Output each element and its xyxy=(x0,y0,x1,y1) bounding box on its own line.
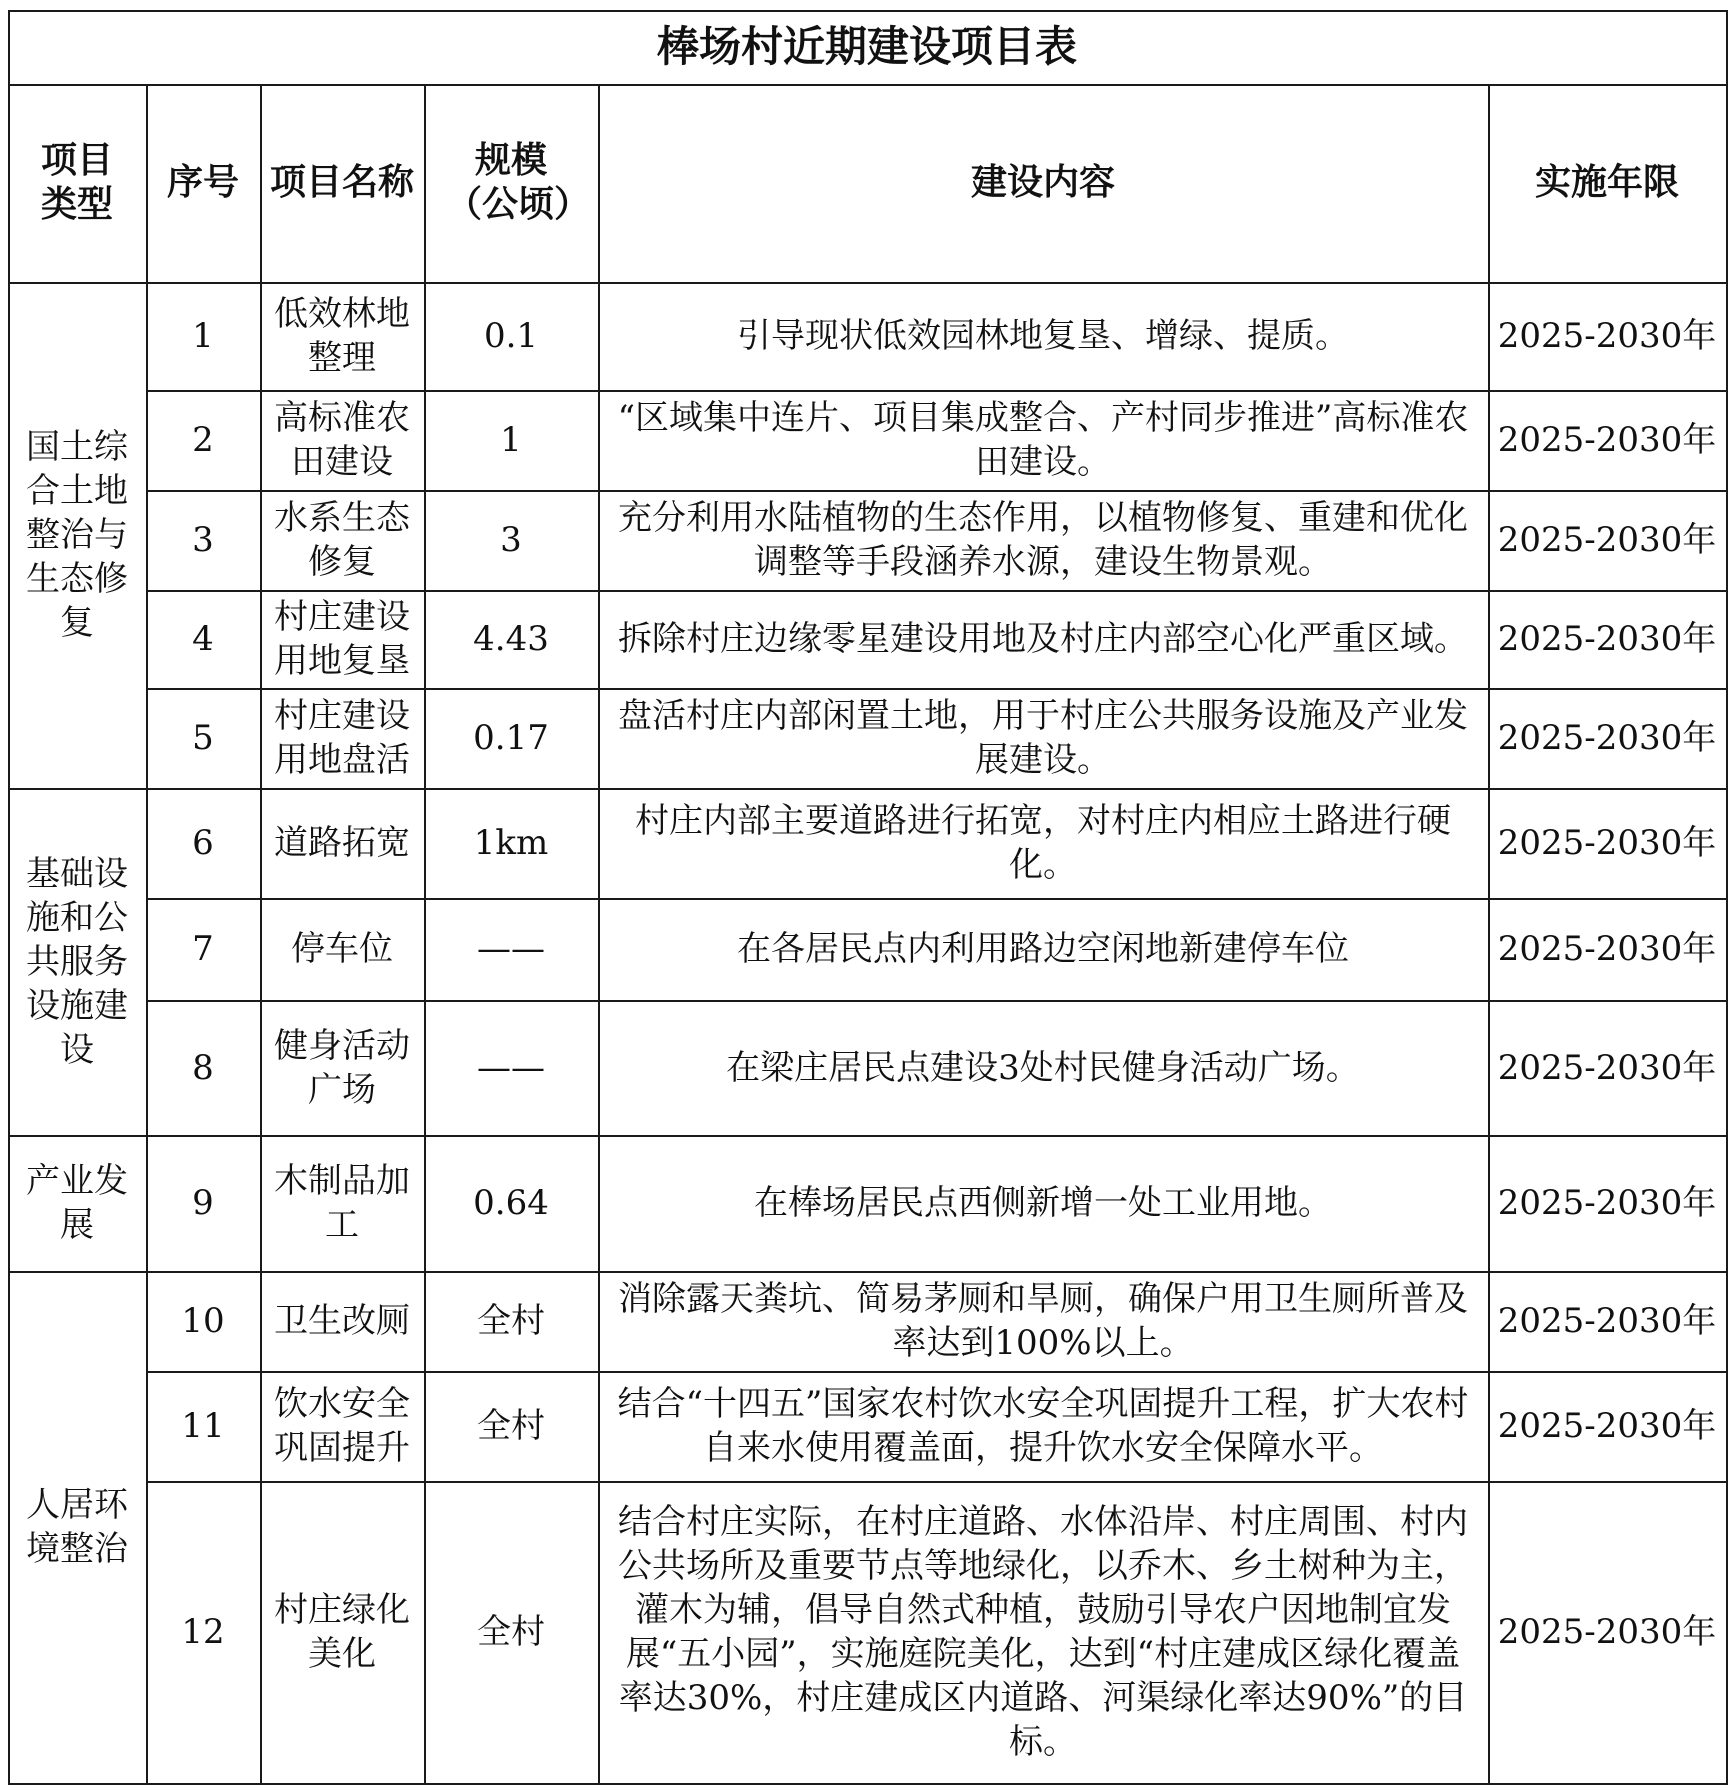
row-name-text: 低效林地整理 xyxy=(274,294,410,378)
page-title xyxy=(8,10,1726,84)
row-seq xyxy=(146,1481,260,1783)
row-content xyxy=(598,688,1488,788)
row-content xyxy=(598,1135,1488,1271)
row-content-text: 在各居民点内利用路边空闲地新建停车位 xyxy=(737,929,1349,969)
row-period-text: 2025-2030年 xyxy=(1497,316,1717,356)
row-scale-text: 全村 xyxy=(477,1406,545,1446)
row-scale-text: 1 xyxy=(500,420,522,460)
row-scale xyxy=(424,898,598,1000)
row-seq-text: 4 xyxy=(192,619,214,659)
row-name-text: 高标准农田建设 xyxy=(274,398,410,482)
row-scale-text: 0.1 xyxy=(483,316,539,356)
category-cell xyxy=(8,282,146,788)
row-name-text: 道路拓宽 xyxy=(274,823,410,863)
row-scale xyxy=(424,590,598,688)
row-divider xyxy=(146,490,1726,492)
row-scale xyxy=(424,1371,598,1481)
header-type-text: 项目类型 xyxy=(40,140,113,225)
row-period xyxy=(1488,788,1726,898)
row-seq-text: 9 xyxy=(192,1183,214,1223)
row-scale-text: —— xyxy=(477,929,545,969)
row-period xyxy=(1488,688,1726,788)
row-content-text: 在棒场居民点西侧新增一处工业用地。 xyxy=(754,1183,1332,1223)
row-seq-text: 6 xyxy=(192,823,214,863)
row-content xyxy=(598,1481,1488,1783)
row-scale xyxy=(424,390,598,490)
row-name-text: 水系生态修复 xyxy=(274,498,410,582)
row-content xyxy=(598,788,1488,898)
category-cell-text: 基础设施和公共服务设施建设 xyxy=(26,853,128,1070)
column-divider xyxy=(260,84,262,1783)
row-seq xyxy=(146,1271,260,1371)
row-divider xyxy=(146,1481,1726,1483)
row-seq xyxy=(146,1000,260,1135)
row-content xyxy=(598,1271,1488,1371)
row-content xyxy=(598,490,1488,590)
row-content-text: 结合“十四五”国家农村饮水安全巩固提升工程，扩大农村自来水使用覆盖面，提升饮水安全保障水平。 xyxy=(617,1384,1469,1468)
row-content xyxy=(598,898,1488,1000)
row-name xyxy=(260,688,424,788)
row-scale xyxy=(424,1000,598,1135)
row-period xyxy=(1488,490,1726,590)
row-seq xyxy=(146,788,260,898)
column-divider xyxy=(146,84,148,1783)
row-content-text: 消除露天粪坑、简易茅厕和旱厕，确保户用卫生厕所普及率达到100%以上。 xyxy=(618,1279,1468,1363)
row-seq-text: 10 xyxy=(181,1301,225,1341)
row-content-text: 村庄内部主要道路进行拓宽，对村庄内相应土路进行硬化。 xyxy=(635,801,1451,885)
row-scale xyxy=(424,788,598,898)
header-name-text: 项目名称 xyxy=(269,162,414,203)
row-content xyxy=(598,1000,1488,1135)
row-content-text: “区域集中连片、项目集成整合、产村同步推进”高标准农田建设。 xyxy=(617,398,1469,482)
header-period-text: 实施年限 xyxy=(1534,162,1679,203)
row-seq xyxy=(146,1135,260,1271)
table-border-left xyxy=(8,10,10,1783)
page-title-text: 棒场村近期建设项目表 xyxy=(656,22,1077,71)
row-seq xyxy=(146,590,260,688)
category-divider xyxy=(8,1135,1726,1137)
row-period-text: 2025-2030年 xyxy=(1497,929,1717,969)
header-content xyxy=(598,84,1488,282)
category-cell xyxy=(8,788,146,1135)
row-scale-text: 3 xyxy=(500,520,522,560)
row-name xyxy=(260,390,424,490)
row-content xyxy=(598,590,1488,688)
column-divider xyxy=(1488,84,1490,1783)
row-period-text: 2025-2030年 xyxy=(1497,420,1717,460)
category-divider xyxy=(8,788,1726,790)
row-period xyxy=(1488,390,1726,490)
row-name-text: 村庄建设用地盘活 xyxy=(274,696,410,780)
header-seq xyxy=(146,84,260,282)
row-content-text: 在梁庄居民点建设3处村民健身活动广场。 xyxy=(726,1047,1360,1088)
column-divider xyxy=(598,84,600,1783)
row-period-text: 2025-2030年 xyxy=(1497,1612,1717,1652)
row-period-text: 2025-2030年 xyxy=(1497,718,1717,758)
row-content-text: 充分利用水陆植物的生态作用，以植物修复、重建和优化调整等手段涵养水源，建设生物景观。 xyxy=(618,498,1468,582)
category-divider xyxy=(8,1271,1726,1273)
row-scale-text: 0.17 xyxy=(473,718,549,758)
row-period-text: 2025-2030年 xyxy=(1497,1301,1717,1341)
row-name-text: 停车位 xyxy=(291,929,393,969)
header-scale-text: 规模（公顷） xyxy=(446,140,591,225)
category-cell xyxy=(8,1271,146,1783)
row-scale-text: 4.43 xyxy=(473,619,549,659)
row-name-text: 木制品加工 xyxy=(274,1161,410,1245)
row-period xyxy=(1488,1371,1726,1481)
row-period xyxy=(1488,590,1726,688)
row-scale xyxy=(424,1481,598,1783)
row-divider xyxy=(146,1000,1726,1002)
row-seq xyxy=(146,688,260,788)
row-name-text: 卫生改厕 xyxy=(274,1301,410,1341)
row-content-text: 盘活村庄内部闲置土地，用于村庄公共服务设施及产业发展建设。 xyxy=(618,696,1468,780)
row-divider xyxy=(146,390,1726,392)
row-divider xyxy=(146,1371,1726,1373)
row-scale-text: —— xyxy=(477,1047,545,1088)
header-seq-text: 序号 xyxy=(166,162,239,203)
row-name xyxy=(260,1135,424,1271)
row-name xyxy=(260,1371,424,1481)
row-period-text: 2025-2030年 xyxy=(1497,1183,1717,1223)
row-period-text: 2025-2030年 xyxy=(1497,1406,1717,1446)
category-cell-text: 产业发展 xyxy=(26,1161,128,1245)
table-border-right xyxy=(1726,10,1728,1783)
row-seq-text: 8 xyxy=(192,1047,214,1088)
row-name-text: 饮水安全巩固提升 xyxy=(274,1384,410,1468)
row-scale xyxy=(424,1271,598,1371)
row-content xyxy=(598,1371,1488,1481)
category-cell-text: 人居环境整治 xyxy=(26,1485,128,1569)
row-name xyxy=(260,1000,424,1135)
row-name xyxy=(260,1481,424,1783)
row-period-text: 2025-2030年 xyxy=(1497,619,1717,659)
row-seq xyxy=(146,1371,260,1481)
category-cell-text: 国土综合土地整治与生态修复 xyxy=(26,427,128,643)
row-name xyxy=(260,898,424,1000)
header-scale xyxy=(424,84,598,282)
header-divider xyxy=(8,282,1726,284)
row-seq-text: 1 xyxy=(192,316,214,356)
row-period xyxy=(1488,1000,1726,1135)
row-period xyxy=(1488,1135,1726,1271)
row-seq-text: 2 xyxy=(192,420,214,460)
row-scale-text: 1km xyxy=(473,823,549,863)
row-divider xyxy=(146,688,1726,690)
row-scale-text: 全村 xyxy=(477,1301,545,1341)
row-name xyxy=(260,1271,424,1371)
row-name-text: 村庄绿化美化 xyxy=(274,1590,410,1674)
row-content xyxy=(598,390,1488,490)
row-seq-text: 12 xyxy=(181,1612,225,1652)
row-content xyxy=(598,282,1488,390)
row-name xyxy=(260,282,424,390)
row-scale-text: 全村 xyxy=(477,1612,545,1652)
row-name-text: 村庄建设用地复垦 xyxy=(274,597,410,681)
row-period-text: 2025-2030年 xyxy=(1497,823,1717,863)
row-seq-text: 3 xyxy=(192,520,214,560)
row-period xyxy=(1488,282,1726,390)
row-divider xyxy=(146,590,1726,592)
row-seq xyxy=(146,282,260,390)
row-seq xyxy=(146,390,260,490)
row-name xyxy=(260,788,424,898)
row-scale xyxy=(424,1135,598,1271)
category-cell xyxy=(8,1135,146,1271)
table-border-bottom xyxy=(8,1783,1728,1785)
row-period xyxy=(1488,1271,1726,1371)
row-content-text: 拆除村庄边缘零星建设用地及村庄内部空心化严重区域。 xyxy=(618,619,1468,659)
row-seq xyxy=(146,898,260,1000)
header-type xyxy=(8,84,146,282)
row-content-text: 引导现状低效园林地复垦、增绿、提质。 xyxy=(737,316,1349,356)
title-divider xyxy=(8,84,1726,86)
row-period xyxy=(1488,1481,1726,1783)
row-name xyxy=(260,490,424,590)
row-seq-text: 7 xyxy=(192,929,214,969)
row-divider xyxy=(146,898,1726,900)
header-name xyxy=(260,84,424,282)
row-seq-text: 5 xyxy=(192,718,214,758)
row-content-text: 结合村庄实际，在村庄道路、水体沿岸、村庄周围、村内公共场所及重要节点等地绿化，以乔木、乡土树种为主，灌木为辅，倡导自然式种植，鼓励引导农户因地制宜发展“五小园”，实施庭院美化，达到“村庄建成区绿化覆盖率达30%，村庄建成区内道路、河渠绿化率达90%”的目标。 xyxy=(618,1502,1468,1762)
row-name-text: 健身活动广场 xyxy=(274,1025,410,1110)
row-scale xyxy=(424,688,598,788)
column-divider xyxy=(424,84,426,1783)
table-border-top xyxy=(8,10,1726,12)
row-seq-text: 11 xyxy=(181,1406,225,1446)
row-scale xyxy=(424,282,598,390)
row-name xyxy=(260,590,424,688)
row-seq xyxy=(146,490,260,590)
row-period xyxy=(1488,898,1726,1000)
row-period-text: 2025-2030年 xyxy=(1497,520,1717,560)
header-period xyxy=(1488,84,1726,282)
row-scale-text: 0.64 xyxy=(473,1183,549,1223)
header-content-text: 建设内容 xyxy=(970,162,1115,203)
row-scale xyxy=(424,490,598,590)
row-period-text: 2025-2030年 xyxy=(1497,1047,1717,1088)
